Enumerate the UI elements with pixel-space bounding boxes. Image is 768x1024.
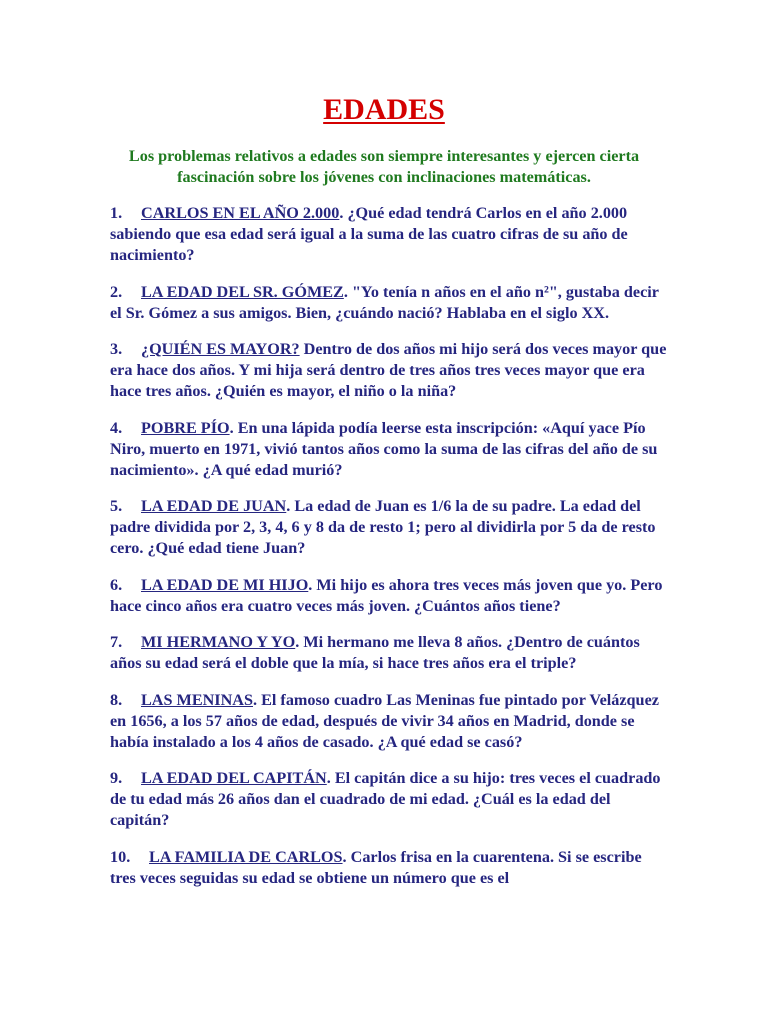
item-number: 1. <box>110 204 123 222</box>
item-text: . El famoso cuadro Las Meninas fue pintado por Velázquez en 1656, a los 57 años de edad, después de vivir 34 años en Madrid, donde se había instalado a los 4 años de casado. ¿A qué edad se casó? <box>110 690 659 751</box>
list-item <box>110 282 670 324</box>
list-item <box>110 496 670 559</box>
page-title: EDADES <box>323 93 445 126</box>
item-text: . El capitán dice a su hijo: tres veces el cuadrado de tu edad más 26 años dan el cuadrado de mi edad. ¿Cuál es la edad del capitán? <box>110 769 661 829</box>
list-item <box>110 418 670 481</box>
list-item <box>110 768 670 831</box>
item-number: 9. <box>110 769 123 787</box>
item-heading: LAS MENINAS <box>141 690 253 709</box>
item-number: 7. <box>110 633 123 651</box>
item-text: . En una lápida podía leerse esta inscripción: «Aquí yace Pío Niro, muerto en 1971, vivió tantos años como la suma de las cifras del año de su nacimiento». ¿A qué edad murió? <box>110 418 658 479</box>
item-text: . ¿Qué edad tendrá Carlos en el año 2.000 sabiendo que esa edad será igual a la suma de las cuatro cifras de su año de nacimiento? <box>110 204 628 264</box>
item-number: 6. <box>110 575 123 594</box>
list-item <box>110 632 670 674</box>
list-item <box>110 339 670 402</box>
list-item <box>110 847 670 889</box>
item-heading: LA EDAD DE MI HIJO <box>141 575 309 594</box>
item-text: . "Yo tenía n años en el año n²", gustaba decir el Sr. Gómez a sus amigos. Bien, ¿cuándo nació? Hablaba en el siglo XX. <box>110 282 659 322</box>
item-heading: MI HERMANO Y YO <box>141 633 296 651</box>
item-text: . Mi hermano me lleva 8 años. ¿Dentro de cuántos años su edad será el doble que la mía, si hace tres años era el triple? <box>110 633 640 672</box>
item-heading: CARLOS EN EL AÑO 2.000 <box>141 204 340 222</box>
intro-paragraph: Los problemas relativos a edades son siempre interesantes y ejercen cierta fascinación sobre los jóvenes con inclinaciones matemáticas. <box>128 147 640 186</box>
item-heading: LA FAMILIA DE CARLOS <box>149 847 343 866</box>
list-item <box>110 575 670 617</box>
item-number: 8. <box>110 690 123 709</box>
list-item <box>110 203 670 266</box>
item-heading: LA EDAD DEL CAPITÁN <box>141 769 327 787</box>
item-number: 4. <box>110 418 123 437</box>
item-number: 10. <box>110 847 131 866</box>
item-heading: LA EDAD DEL SR. GÓMEZ <box>141 282 344 301</box>
item-number: 2. <box>110 282 123 301</box>
item-text: Dentro de dos años mi hijo será dos veces mayor que era hace dos años. Y mi hija será dentro de tres años tres veces mayor que era hace tres años. ¿Quién es mayor, el niño o la niña? <box>110 340 667 400</box>
item-heading: LA EDAD DE JUAN <box>141 497 287 515</box>
item-number: 3. <box>110 340 123 358</box>
item-text: . Carlos frisa en la cuarentena. Si se escribe tres veces seguidas su edad se obtiene un número que es el <box>110 847 642 887</box>
problem-list <box>110 203 670 904</box>
item-number: 5. <box>110 497 123 515</box>
list-item <box>110 690 670 753</box>
item-text: . Mi hijo es ahora tres veces más joven que yo. Pero hace cinco años era cuatro veces más joven. ¿Cuántos años tiene? <box>110 575 663 615</box>
item-heading: POBRE PÍO <box>141 418 230 437</box>
item-heading: ¿QUIÉN ES MAYOR? <box>141 340 300 358</box>
item-text: . La edad de Juan es 1/6 la de su padre. La edad del padre dividida por 2, 3, 4, 6 y 8 da de resto 1; pero al dividirla por 5 da de resto cero. ¿Qué edad tiene Juan? <box>110 497 656 557</box>
